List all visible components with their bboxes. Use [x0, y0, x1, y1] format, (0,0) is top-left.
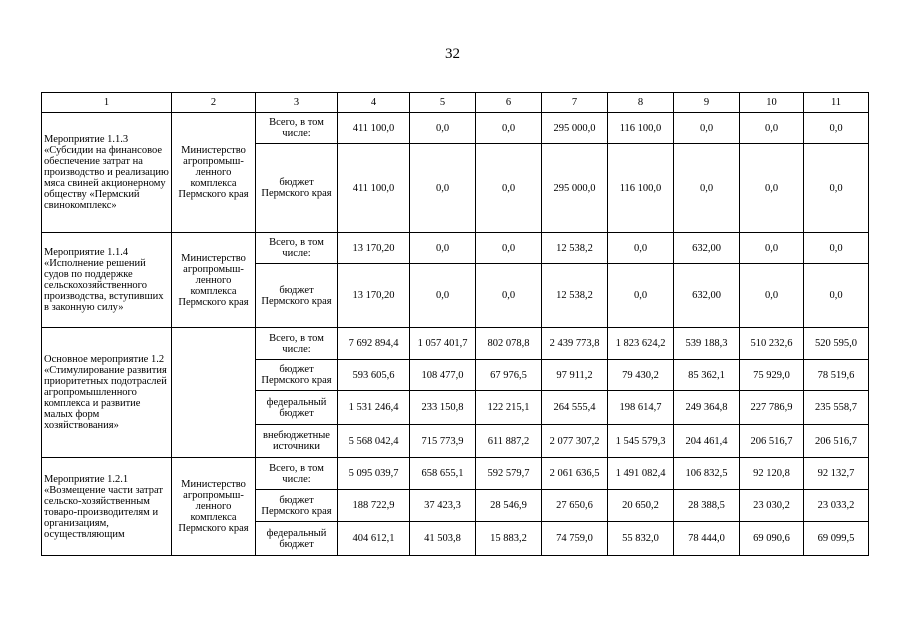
value-cell: 592 579,7	[476, 458, 542, 490]
value-cell: 106 832,5	[674, 458, 740, 490]
value-cell: 295 000,0	[542, 144, 608, 233]
column-header: 6	[476, 93, 542, 113]
column-header: 9	[674, 93, 740, 113]
value-cell: 0,0	[476, 233, 542, 264]
value-cell: 2 077 307,2	[542, 425, 608, 458]
funding-source-cell: бюджет Пермского края	[256, 144, 338, 233]
value-cell: 0,0	[410, 113, 476, 144]
value-cell: 715 773,9	[410, 425, 476, 458]
table-row	[42, 113, 869, 144]
value-cell: 510 232,6	[740, 328, 804, 360]
column-header: 5	[410, 93, 476, 113]
value-cell: 0,0	[410, 233, 476, 264]
funding-source-cell: бюджет Пермского края	[256, 264, 338, 328]
value-cell: 15 883,2	[476, 522, 542, 556]
funding-source-cell: Всего, в том числе:	[256, 233, 338, 264]
column-header: 10	[740, 93, 804, 113]
value-cell: 0,0	[674, 144, 740, 233]
budget-table	[41, 92, 869, 556]
value-cell: 0,0	[410, 144, 476, 233]
value-cell: 802 078,8	[476, 328, 542, 360]
value-cell: 92 132,7	[804, 458, 869, 490]
table-row	[42, 233, 869, 264]
column-header: 3	[256, 93, 338, 113]
measure-name-cell: Мероприятие 1.1.3 «Субсидии на финансовое обеспечение затрат на производство и реализацию мяса свиней акционерному обществу «Пермский свинокомплекс»	[42, 113, 172, 233]
value-cell: 27 650,6	[542, 490, 608, 522]
value-cell: 264 555,4	[542, 391, 608, 425]
value-cell: 0,0	[608, 233, 674, 264]
value-cell: 233 150,8	[410, 391, 476, 425]
value-cell: 0,0	[476, 113, 542, 144]
value-cell: 0,0	[476, 264, 542, 328]
value-cell: 611 887,2	[476, 425, 542, 458]
value-cell: 37 423,3	[410, 490, 476, 522]
value-cell: 0,0	[740, 144, 804, 233]
value-cell: 2 061 636,5	[542, 458, 608, 490]
value-cell: 0,0	[804, 144, 869, 233]
value-cell: 1 491 082,4	[608, 458, 674, 490]
funding-source-cell: федеральный бюджет	[256, 522, 338, 556]
value-cell: 0,0	[804, 264, 869, 328]
measure-name-cell: Мероприятие 1.2.1 «Возмещение части затрат сельско-хозяйственным товаро-производителям и организациям, осуществляющим	[42, 458, 172, 556]
value-cell: 13 170,20	[338, 264, 410, 328]
value-cell: 69 090,6	[740, 522, 804, 556]
value-cell: 0,0	[674, 113, 740, 144]
executor-cell: Министерство агропромыш-ленного комплекса Пермского края	[172, 458, 256, 556]
value-cell: 658 655,1	[410, 458, 476, 490]
executor-cell: Министерство агропромыш-ленного комплекса Пермского края	[172, 113, 256, 233]
value-cell: 7 692 894,4	[338, 328, 410, 360]
value-cell: 632,00	[674, 264, 740, 328]
value-cell: 1 545 579,3	[608, 425, 674, 458]
value-cell: 411 100,0	[338, 113, 410, 144]
value-cell: 20 650,2	[608, 490, 674, 522]
value-cell: 0,0	[804, 113, 869, 144]
value-cell: 204 461,4	[674, 425, 740, 458]
value-cell: 5 095 039,7	[338, 458, 410, 490]
funding-source-cell: Всего, в том числе:	[256, 458, 338, 490]
value-cell: 188 722,9	[338, 490, 410, 522]
value-cell: 2 439 773,8	[542, 328, 608, 360]
value-cell: 85 362,1	[674, 360, 740, 391]
value-cell: 55 832,0	[608, 522, 674, 556]
value-cell: 206 516,7	[804, 425, 869, 458]
column-header: 7	[542, 93, 608, 113]
value-cell: 67 976,5	[476, 360, 542, 391]
value-cell: 1 823 624,2	[608, 328, 674, 360]
measure-name-cell: Мероприятие 1.1.4 «Исполнение решений судов по поддержке сельскохозяйственного производства, вступивших в законную силу»	[42, 233, 172, 328]
value-cell: 5 568 042,4	[338, 425, 410, 458]
column-header: 8	[608, 93, 674, 113]
value-cell: 235 558,7	[804, 391, 869, 425]
value-cell: 206 516,7	[740, 425, 804, 458]
executor-cell	[172, 328, 256, 458]
value-cell: 69 099,5	[804, 522, 869, 556]
value-cell: 198 614,7	[608, 391, 674, 425]
value-cell: 122 215,1	[476, 391, 542, 425]
table-row	[42, 458, 869, 490]
funding-source-cell: внебюджетные источники	[256, 425, 338, 458]
value-cell: 12 538,2	[542, 264, 608, 328]
value-cell: 41 503,8	[410, 522, 476, 556]
value-cell: 0,0	[740, 264, 804, 328]
value-cell: 75 929,0	[740, 360, 804, 391]
value-cell: 92 120,8	[740, 458, 804, 490]
funding-source-cell: федеральный бюджет	[256, 391, 338, 425]
column-header: 1	[42, 93, 172, 113]
value-cell: 404 612,1	[338, 522, 410, 556]
header-row	[42, 93, 869, 113]
value-cell: 97 911,2	[542, 360, 608, 391]
value-cell: 13 170,20	[338, 233, 410, 264]
value-cell: 295 000,0	[542, 113, 608, 144]
table-row	[42, 328, 869, 360]
value-cell: 0,0	[740, 233, 804, 264]
value-cell: 0,0	[410, 264, 476, 328]
column-header: 2	[172, 93, 256, 113]
value-cell: 539 188,3	[674, 328, 740, 360]
value-cell: 0,0	[608, 264, 674, 328]
value-cell: 74 759,0	[542, 522, 608, 556]
value-cell: 632,00	[674, 233, 740, 264]
column-header: 4	[338, 93, 410, 113]
value-cell: 78 444,0	[674, 522, 740, 556]
value-cell: 593 605,6	[338, 360, 410, 391]
column-header: 11	[804, 93, 869, 113]
value-cell: 12 538,2	[542, 233, 608, 264]
value-cell: 0,0	[740, 113, 804, 144]
table-body	[42, 113, 869, 556]
value-cell: 23 033,2	[804, 490, 869, 522]
value-cell: 411 100,0	[338, 144, 410, 233]
funding-source-cell: Всего, в том числе:	[256, 113, 338, 144]
value-cell: 28 388,5	[674, 490, 740, 522]
value-cell: 0,0	[476, 144, 542, 233]
funding-source-cell: бюджет Пермского края	[256, 490, 338, 522]
funding-source-cell: Всего, в том числе:	[256, 328, 338, 360]
measure-name-cell: Основное мероприятие 1.2 «Стимулирование развития приоритетных подотраслей агропромышленного комплекса и развитие малых форм хозяйствования»	[42, 328, 172, 458]
value-cell: 1 531 246,4	[338, 391, 410, 425]
page-number: 32	[445, 46, 460, 62]
value-cell: 108 477,0	[410, 360, 476, 391]
executor-cell: Министерство агропромыш-ленного комплекса Пермского края	[172, 233, 256, 328]
value-cell: 116 100,0	[608, 144, 674, 233]
value-cell: 0,0	[804, 233, 869, 264]
value-cell: 28 546,9	[476, 490, 542, 522]
value-cell: 227 786,9	[740, 391, 804, 425]
funding-source-cell: бюджет Пермского края	[256, 360, 338, 391]
value-cell: 1 057 401,7	[410, 328, 476, 360]
value-cell: 116 100,0	[608, 113, 674, 144]
value-cell: 520 595,0	[804, 328, 869, 360]
value-cell: 249 364,8	[674, 391, 740, 425]
value-cell: 78 519,6	[804, 360, 869, 391]
value-cell: 79 430,2	[608, 360, 674, 391]
value-cell: 23 030,2	[740, 490, 804, 522]
